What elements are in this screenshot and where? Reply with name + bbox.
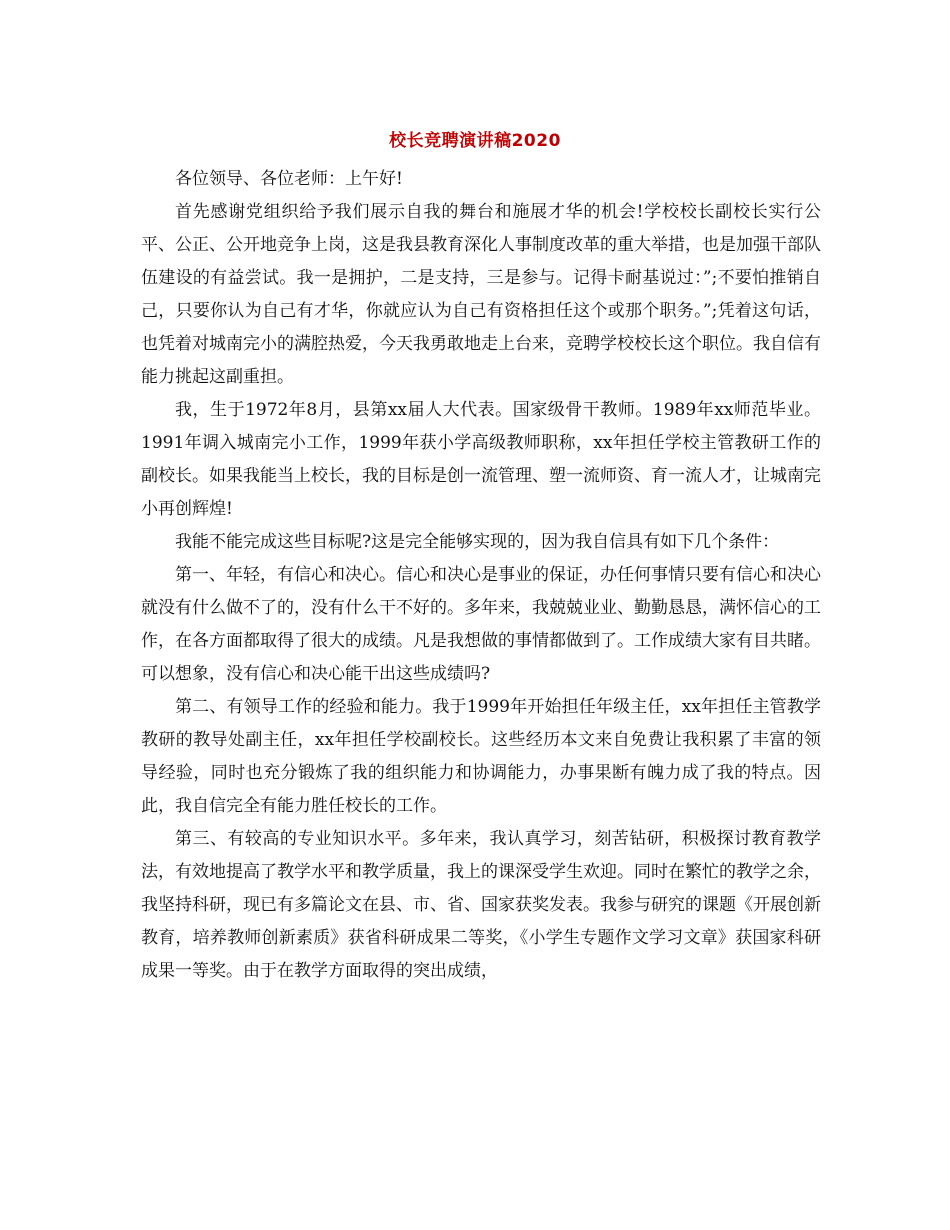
- paragraph-first-condition: 第一、年轻，有信心和决心。信心和决心是事业的保证，办任何事情只要有信心和决心就没有什么做不了的，没有什么干不好的。多年来，我兢兢业业、勤勤恳恳，满怀信心的工作，在各方面都取得了很大的成绩。凡是我想做的事情都做到了。工作成绩大家有目共睹。可以想象，没有信心和决心能干出这些成绩吗?: [141, 565, 821, 684]
- paragraph-background: 我，生于1972年8月，县第xx届人大代表。国家级骨干教师。1989年xx师范毕业。1991年调入城南完小工作，1999年获小学高级教师职称，xx年担任学校主管教研工作的副校长。如果我能当上校长，我的目标是创一流管理、塑一流师资、育一流人才，让城南完小再创辉煌!: [141, 400, 821, 519]
- document-title: 校长竞聘演讲稿2020: [389, 131, 561, 151]
- paragraph-greeting: 各位领导、各位老师：上午好!: [175, 169, 403, 189]
- paragraph-conditions: 我能不能完成这些目标呢?这是完全能够实现的，因为我自信具有如下几个条件：: [175, 532, 780, 552]
- paragraph-intro: 首先感谢党组织给予我们展示自我的舞台和施展才华的机会!学校校长副校长实行公平、公正、公开地竞争上岗，这是我县教育深化人事制度改革的重大举措，也是加强干部队伍建设的有益尝试。我一是拥护，二是支持，三是参与。记得卡耐基说过：”;不要怕推销自己，只要你认为自己有才华，你就应认为自己有资格担任这个或那个职务。”;凭着这句话，也凭着对城南完小的满腔热爱，今天我勇敢地走上台来，竞聘学校校长这个职位。我自信有能力挑起这副重担。: [141, 202, 821, 387]
- paragraph-second-condition: 第二、有领导工作的经验和能力。我于1999年开始担任年级主任，xx年担任主管教学教研的教导处副主任，xx年担任学校副校长。这些经历本文来自免费让我积累了丰富的领导经验，同时也充分锻炼了我的组织能力和协调能力，办事果断有魄力成了我的特点。因此，我自信完全有能力胜任校长的工作。: [141, 697, 821, 816]
- paragraph-third-condition: 第三、有较高的专业知识水平。多年来，我认真学习，刻苦钻研，积极探讨教育教学法，有效地提高了教学水平和教学质量，我上的课深受学生欢迎。同时在繁忙的教学之余，我坚持科研，现已有多篇论文在县、市、省、国家获奖发表。我参与研究的课题《开展创新教育，培养教师创新素质》获省科研成果二等奖，《小学生专题作文学习文章》获国家科研成果一等奖。由于在教学方面取得的突出成绩，: [141, 829, 821, 981]
- document-body: [141, 163, 821, 988]
